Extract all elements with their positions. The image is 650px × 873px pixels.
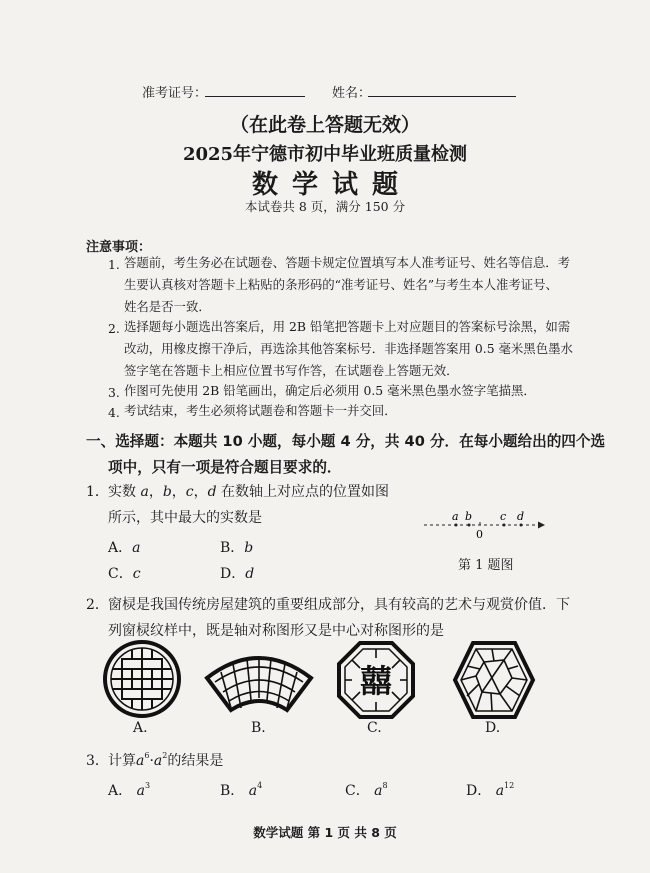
note-line: 考试结束，考生必须将试题卷和答题卡一并交回．	[124, 403, 397, 418]
label-zero: 0	[476, 528, 483, 541]
point-d	[520, 524, 523, 527]
q1-stem-line2: 所示，其中最大的实数是	[108, 510, 262, 526]
q3-option-c[interactable]: C． $a^8$	[345, 781, 388, 799]
name-field[interactable]	[368, 96, 516, 97]
subject-title: 数学试题	[251, 170, 412, 200]
window-lattice-b-icon[interactable]	[203, 648, 315, 716]
section-heading-line2: 项中，只有一项是符合题目要求的．	[108, 459, 342, 476]
exam-id-field[interactable]	[205, 96, 305, 97]
label-c: c	[500, 510, 507, 523]
label-b: b	[465, 510, 473, 523]
note-line: 作图可先使用 2B 铅笔画出，确定后必须用 0.5 毫米黑色墨水签字笔描黑．	[124, 383, 536, 398]
exam-id-label: 准考证号：	[142, 86, 208, 101]
note-line: 姓名是否一致．	[124, 299, 211, 314]
window-lattice-d-icon[interactable]	[452, 638, 536, 722]
number-line-figure	[420, 508, 550, 542]
notes-heading: 注意事项：	[86, 240, 152, 255]
q3-option-d[interactable]: D． $a^{12}$	[466, 781, 515, 799]
q2-stem-line1: 窗棂是我国传统房屋建筑的重要组成部分，具有较高的艺术与观赏价值．下	[108, 597, 570, 613]
point-b	[468, 524, 471, 527]
note-line: 签字笔在答题卡上相应位置书写作答，在试题卷上答题无效．	[124, 363, 459, 378]
note-line: 答题前，考生务必在试题卷、答题卡规定位置填写本人准考证号、姓名等信息．考	[124, 255, 571, 270]
q2-number: 2．	[86, 597, 109, 613]
page-footer: 数学试题 第 1 页 共 8 页	[253, 825, 397, 840]
notice-title: （在此卷上答题无效）	[229, 114, 420, 136]
note-line: 改动，用橡皮擦干净后，再选涂其他答案标号．非选择题答案用 0.5 毫米黑色墨水	[124, 341, 573, 356]
q2-option-c[interactable]: C.	[367, 720, 382, 736]
name-label: 姓名：	[332, 86, 372, 101]
q2-option-d[interactable]: D.	[485, 720, 501, 736]
note-line: 选择题每小题选出答案后，用 2B 铅笔把答题卡上对应题目的答案标号涂黑，如需	[124, 319, 571, 334]
q2-option-a[interactable]: A.	[133, 720, 148, 736]
q2-stem-line2: 列窗棂纹样中，既是轴对称图形又是中心对称图形的是	[108, 623, 444, 639]
arrow-right-icon	[538, 522, 545, 529]
label-d: d	[517, 510, 525, 523]
note-number: 3.	[108, 385, 120, 400]
note-item-4	[124, 400, 397, 422]
note-number: 1.	[108, 257, 120, 272]
note-number: 4.	[108, 405, 120, 420]
q3-number: 3．	[86, 753, 109, 769]
section-heading-line1: 一、选择题：本题共 10 小题，每小题 4 分，共 40 分．在每小题给出的四个选	[86, 433, 606, 450]
q1-option-a[interactable]: A．a	[108, 540, 141, 556]
q1-figure-caption: 第 1 题图	[458, 558, 514, 573]
note-number: 2.	[108, 321, 120, 336]
q2-option-b[interactable]: B.	[251, 720, 266, 736]
note-item-2	[124, 316, 573, 382]
exam-info: 本试卷共 8 页，满分 150 分	[244, 199, 406, 214]
window-lattice-a-icon[interactable]	[102, 639, 182, 719]
q1-number: 1．	[86, 484, 109, 500]
point-c	[503, 524, 506, 527]
note-item-3	[124, 380, 536, 402]
q1-option-d[interactable]: D．d	[220, 566, 255, 582]
note-item-1	[124, 252, 570, 318]
double-happiness-glyph: 囍	[359, 662, 393, 700]
q3-option-b[interactable]: B． $a^4$	[220, 781, 263, 799]
q3-option-a[interactable]: A． $a^3$	[108, 781, 151, 799]
label-a: a	[452, 510, 459, 523]
q1-option-b[interactable]: B．b	[220, 540, 254, 556]
note-line: 生要认真核对答题卡上粘贴的条形码的“准考证号、姓名”与考生本人准考证号、	[124, 277, 558, 292]
q3-stem: 计算$a^6\cdot a^2$的结果是	[108, 751, 224, 769]
point-a	[455, 524, 458, 527]
q1-stem-line1: 实数 a，b，c，d 在数轴上对应点的位置如图	[108, 484, 390, 500]
q1-option-c[interactable]: C．c	[108, 566, 141, 582]
window-lattice-c-icon[interactable]	[336, 640, 416, 720]
exam-title: 2025年宁德市初中毕业班质量检测	[182, 144, 468, 165]
